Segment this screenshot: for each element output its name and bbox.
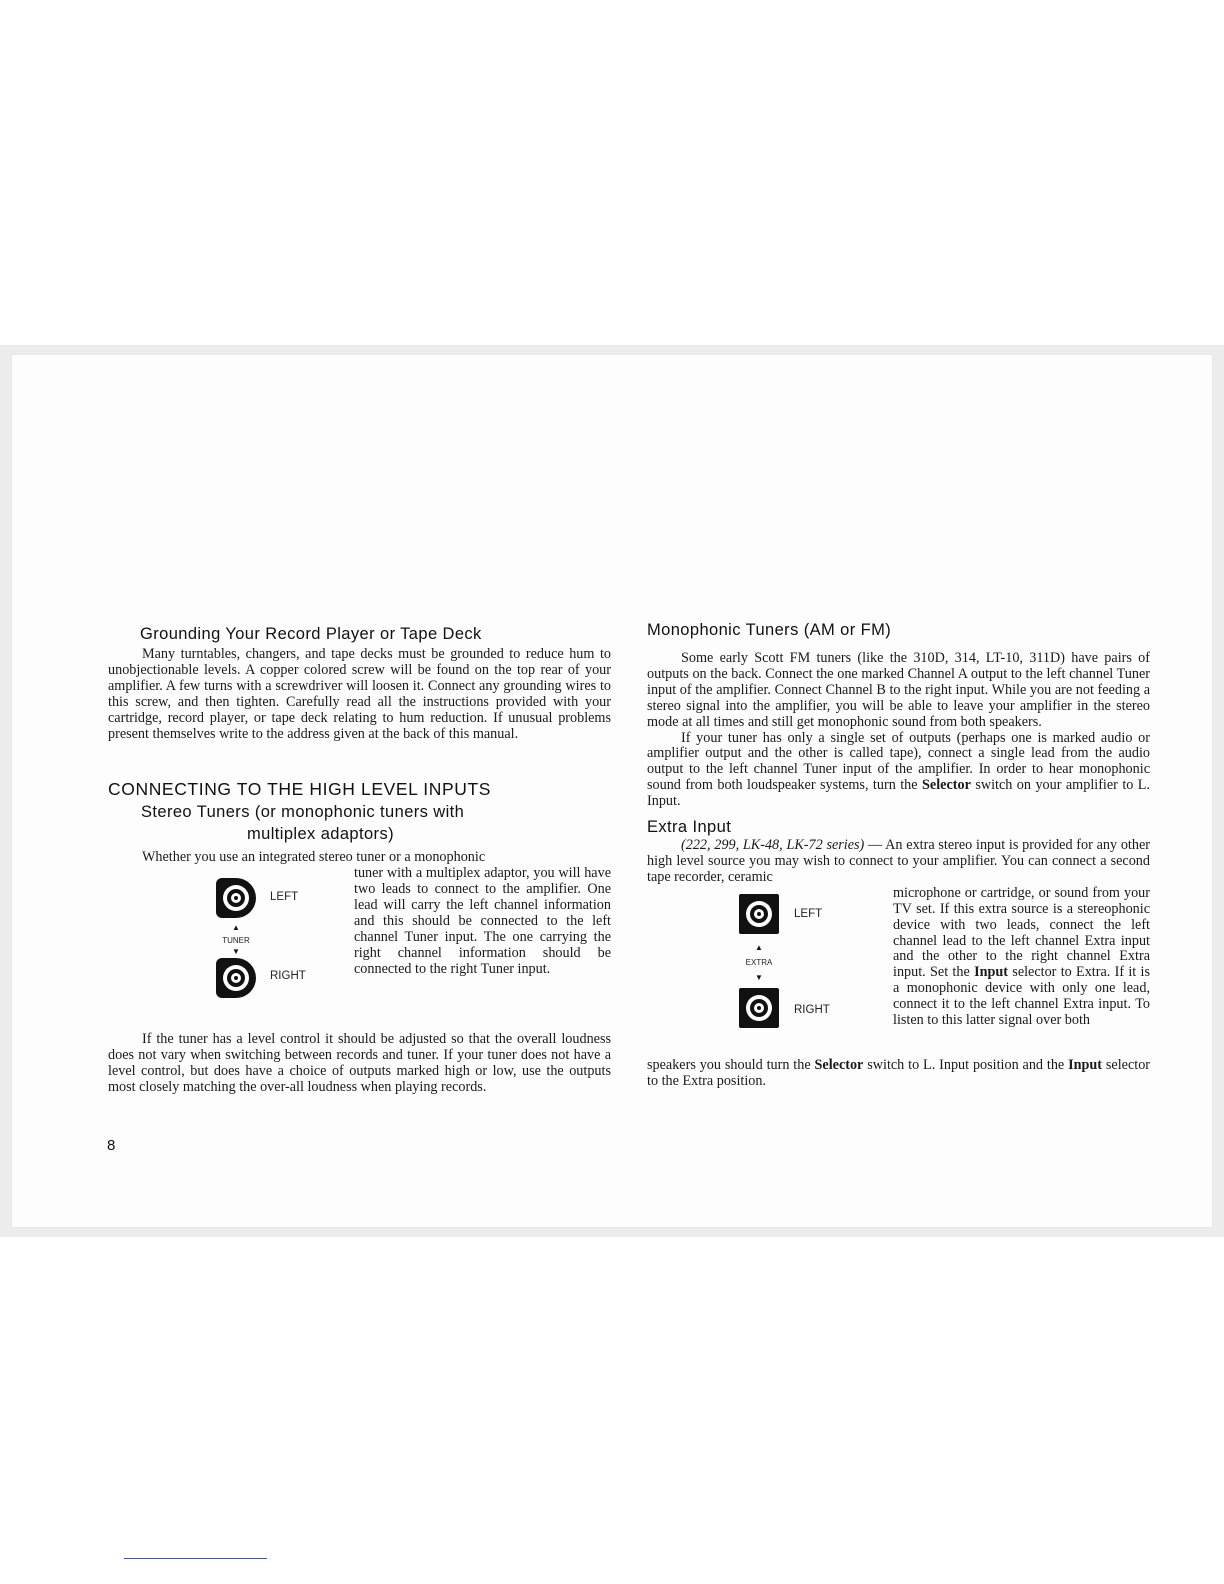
extra-right-label: RIGHT [794, 1003, 830, 1016]
manual-page [12, 355, 1212, 1227]
stereo-heading-line2: multiplex adaptors) [247, 825, 394, 844]
extra-up-arrow-icon: ▲ [755, 942, 763, 952]
extra-down-arrow-icon: ▼ [755, 972, 763, 982]
right-jack-label: RIGHT [270, 970, 306, 983]
grounding-heading: Grounding Your Record Player or Tape Deck [140, 625, 482, 643]
extra-heading: Extra Input [647, 818, 732, 837]
mono-heading: Monophonic Tuners (AM or FM) [647, 621, 892, 639]
extra-input-diagram [739, 894, 859, 1064]
footer-rule [124, 1558, 267, 1559]
mono-paragraph-1: Some early Scott FM tuners (like the 310D, 314, LT-10, 311D) have pairs of outputs on the back. Connect the one marked Channel A output to the left channel Tuner input of the amplifier. Connect Channel B to the right input. While you are not feeding a stereo signal into the amplifier, you will be able to leave your amplifier in the stereo mode at all times and still get monophonic sound from both speakers. [647, 650, 1150, 730]
mono-paragraph-2: If your tuner has only a single set of outputs (perhaps one is marked audio or amplifier output and the other is called tape), connect a single lead from the audio output to the left channel Tuner input of the amplifier. In order to hear monophonic sound from both loudspeaker systems, turn the Selector switch on your amplifier to L. Input. [647, 729, 1151, 810]
input-term: Input [974, 964, 1008, 981]
left-jack-label: LEFT [270, 891, 299, 904]
grounding-paragraph: Many turntables, changers, and tape decks must be grounded to reduce hum to unobjectionable levels. A copper colored screw will be found on the top rear of your amplifier. A few turns with a screwdriver will loosen it. Connect any grounding wires to this screw, and then tighten. Carefully read all the instructions provided with your cartridge, record player, or tape deck relating to hum reduction. If unusual problems present themselves write to the address given at the back of this manual. [108, 646, 611, 742]
stereo-paragraph-lead: Whether you use an integrated stereo tuner or a monophonic [142, 849, 486, 866]
up-arrow-icon: ▲ [232, 923, 240, 933]
tuner-input-diagram [216, 878, 336, 1028]
extra-series: (222, 299, LK-48, LK-72 series) [681, 837, 865, 854]
left-tuner-jack-icon [216, 878, 256, 918]
extra-paragraph-lead: (222, 299, LK-48, LK-72 series) — An extra stereo input is provided for any other high level source you may wish to connect to your amplifier. You can connect a second tape recorder, ceramic [647, 837, 1150, 885]
level-paragraph: If the tuner has a level control it should be adjusted so that the overall loudness does not vary when switching between records and tuner. If your tuner does not have a level control, but does have a choice of outputs marked high or low, use the outputs most closely matching the over-all loudness when playing records. [108, 1031, 611, 1096]
section-heading: CONNECTING TO THE HIGH LEVEL INPUTS [108, 779, 492, 800]
stereo-heading-line1: Stereo Tuners (or monophonic tuners with [141, 803, 465, 822]
extra-figure-block [647, 886, 1150, 1058]
stereo-paragraph-wrap: tuner with a multiplex adaptor, you will have two leads to connect to the amplifier. One lead will carry the left channel information and this should be connected to the left channel Tuner input. The one carrying the right channel information should be connected to the right Tuner input. [354, 865, 611, 977]
right-column [647, 621, 1150, 1090]
extra-label: EXTRA [745, 957, 773, 967]
extra-paragraph-tail: speakers you should turn the Selector switch to L. Input position and the Input selector to the Extra position. [647, 1056, 1151, 1089]
left-extra-jack-icon [739, 894, 779, 934]
extra-paragraph-wrap: microphone or cartridge, or sound from your TV set. If this extra source is a stereophonic device with two leads, connect the left channel lead to the left channel Extra input and the other to the right channel Extra input. Set the Input selector to Extra. If it is a monophonic device with only one lead, connect it to the left channel Extra input. To listen to this latter signal over both [893, 884, 1150, 1029]
right-extra-jack-icon [739, 988, 779, 1028]
extra-left-label: LEFT [794, 907, 823, 920]
left-column [108, 625, 611, 1096]
stereo-figure-block [108, 866, 611, 1026]
selector-term: Selector [922, 777, 971, 794]
selector-term-2: Selector [814, 1056, 864, 1073]
input-term-2: Input [1068, 1056, 1103, 1073]
page-number: 8 [107, 1137, 116, 1154]
right-tuner-jack-icon [216, 958, 256, 998]
down-arrow-icon: ▼ [232, 947, 240, 957]
tuner-label: TUNER [222, 936, 250, 946]
